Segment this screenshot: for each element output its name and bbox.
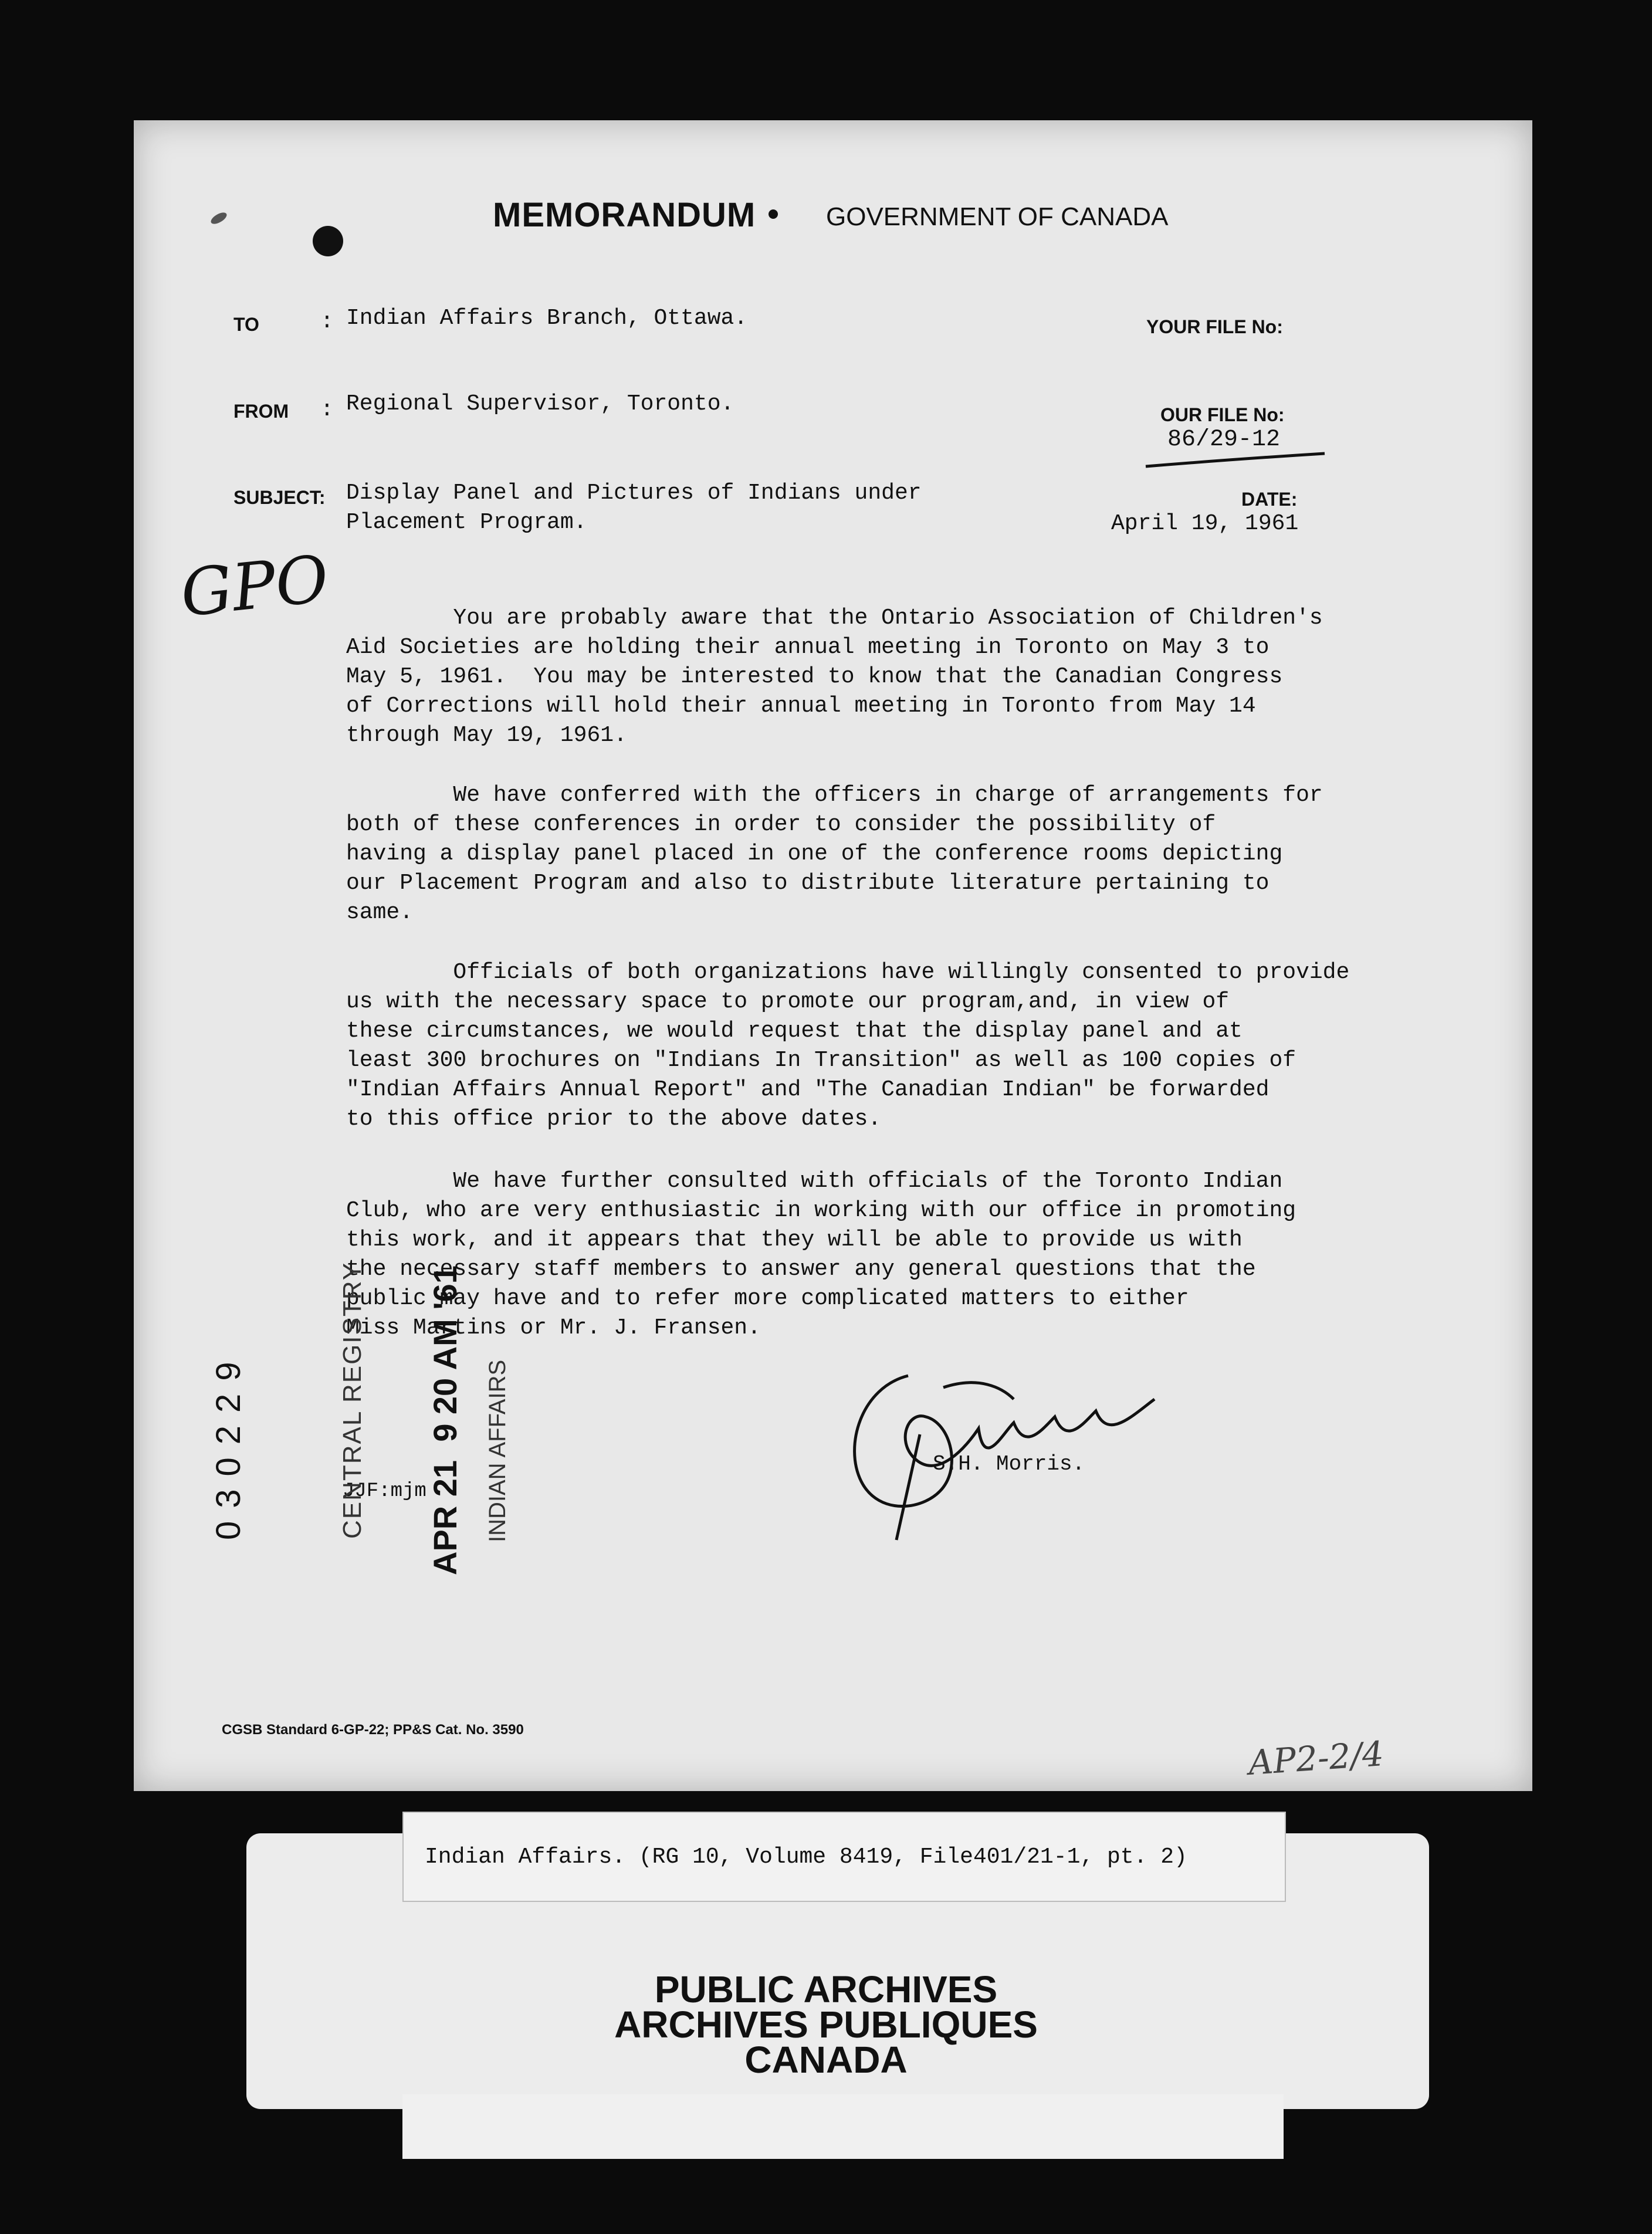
stamp-number: 030229 xyxy=(209,1349,248,1540)
archive-line-1: PUBLIC ARCHIVES xyxy=(654,1968,998,2010)
archive-reference: Indian Affairs. (RG 10, Volume 8419, File401/21-1, pt. 2) xyxy=(425,1844,1187,1870)
to-colon: : xyxy=(320,309,334,334)
ink-speck xyxy=(209,210,229,226)
from-label: FROM xyxy=(233,401,289,422)
body-paragraph-3: Officials of both organizations have willingly consented to provide us with the necessary space to promote our program,and, in view of these circumstances, we would request that the display panel and at least 300 brochures on "Indians In Transition" as well as 100 copies of "Indian Affairs Annual Report" and "The Canadian Indian" be forwarded to this office prior to the above dates. xyxy=(346,960,1350,1132)
typist-initials: JJF:mjm xyxy=(343,1480,426,1502)
from-colon: : xyxy=(320,397,334,422)
margin-note: GPO xyxy=(177,541,333,631)
to-value: Indian Affairs Branch, Ottawa. xyxy=(346,306,748,331)
our-file-value: 86/29-12 xyxy=(1167,427,1281,453)
to-label: TO xyxy=(233,314,259,335)
archive-line-3: CANADA xyxy=(744,2039,908,2081)
archive-line-2: ARCHIVES PUBLIQUES xyxy=(614,2003,1038,2046)
archive-bottom-strip xyxy=(402,2094,1284,2159)
your-file-label: YOUR FILE No: xyxy=(1146,316,1283,337)
stamp-date: APR 21 9 20 AM '61 xyxy=(426,1265,463,1575)
body-paragraph-1: You are probably aware that the Ontario Association of Children's Aid Societies are holding their annual meeting in Toronto on May 3 to May 5, 1961. You may be interested to know that the Canadian Congress of Corrections will hold their annual meeting in Toronto from May 14 through May 19, 1961. xyxy=(346,605,1323,748)
subject-line-2: Placement Program. xyxy=(346,510,587,535)
title-bullet xyxy=(769,209,778,219)
file-number-underline xyxy=(1143,449,1331,472)
date-label: DATE: xyxy=(1241,489,1298,510)
stamp-indian-affairs: INDIAN AFFAIRS xyxy=(485,1359,510,1542)
body-paragraph-2: We have conferred with the officers in charge of arrangements for both of these conferences in order to consider the possibility of having a display panel placed in one of the conference rooms depicting our Placement Program and also to distribute literature pertaining to same. xyxy=(346,783,1323,925)
date-value: April 19, 1961 xyxy=(1111,511,1299,536)
our-file-label: OUR FILE No: xyxy=(1160,404,1285,425)
signature-name: S.H. Morris. xyxy=(933,1452,1085,1476)
subject-label: SUBJECT: xyxy=(233,487,326,508)
body-paragraph-4: We have further consulted with officials of the Toronto Indian Club, who are very enthusiastic in working with our office in promoting this work, and it appears that they will be able to provide us with the necessary staff members to answer any general questions that the public may have and to refer more complicated matters to either Miss Martins or Mr. J. Fransen. xyxy=(346,1169,1296,1341)
memo-title: MEMORANDUM xyxy=(493,196,756,234)
archive-reference-strip xyxy=(402,1812,1286,1902)
stamp-central-registry: CENTRAL REGISTRY xyxy=(338,1261,367,1539)
footer-standard: CGSB Standard 6-GP-22; PP&S Cat. No. 3590 xyxy=(222,1722,524,1738)
subject-line-1: Display Panel and Pictures of Indians under xyxy=(346,480,922,506)
corner-note: AP2-2/4 xyxy=(1247,1734,1385,1783)
from-value: Regional Supervisor, Toronto. xyxy=(346,391,734,417)
ink-blot xyxy=(313,226,343,256)
memo-page xyxy=(134,120,1532,1791)
memo-government: GOVERNMENT OF CANADA xyxy=(826,202,1169,231)
